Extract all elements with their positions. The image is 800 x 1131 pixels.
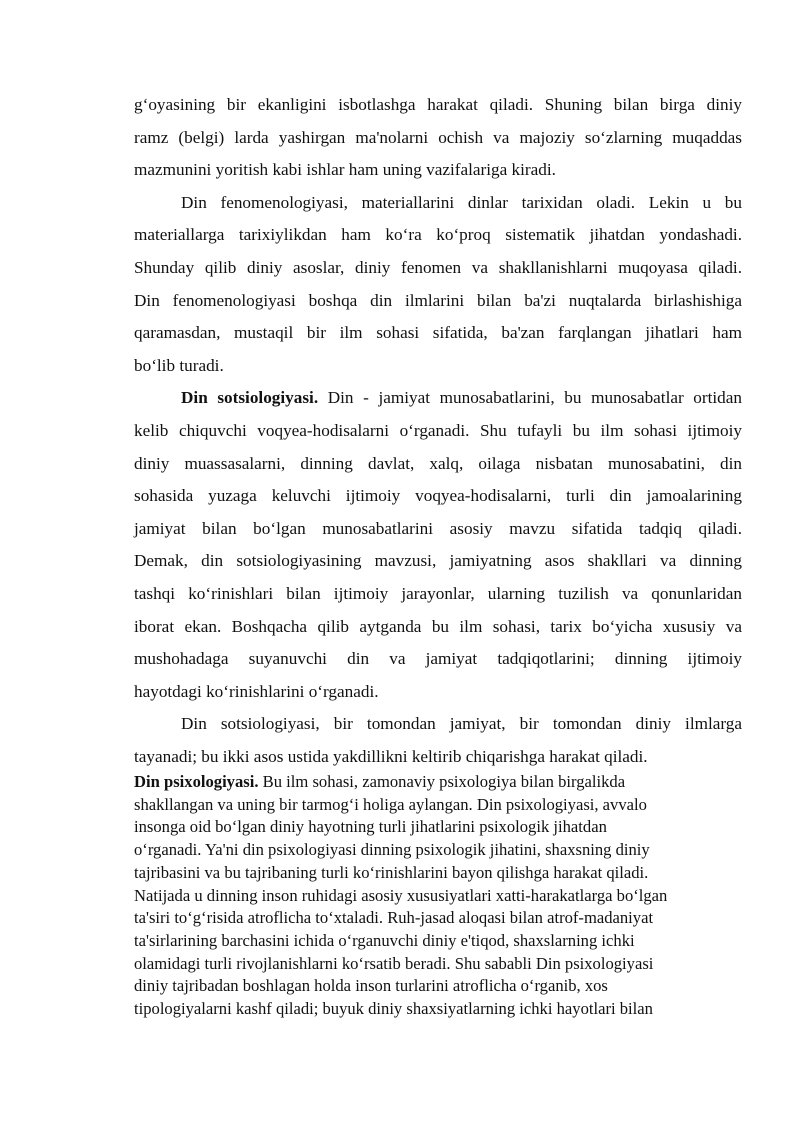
text-line: g‘oyasining bir ekanligini isbotlashga harakat qiladi. Shuning bilan birga diniy: [134, 95, 742, 114]
text-line: mushohadaga suyanuvchi din va jamiyat tadqiqotlarini; dinning ijtimoiy: [134, 649, 742, 669]
text-line: insonga oid bo‘lgan diniy hayotning turli jihatlarini psixologik jihatdan: [134, 817, 607, 837]
text-line: Natijada u dinning inson ruhidagi asosiy xususiyatlari xatti-harakatlarga bo‘lgan: [134, 885, 668, 905]
text-line: tashqi ko‘rinishlari bilan ijtimoiy jarayonlar, ularning tuzilish va qonunlaridan: [134, 583, 742, 603]
text-line: sohasida yuzaga keluvchi ijtimoiy voqyea-hodisalarni, turli din jamoalarining: [134, 486, 742, 506]
text-line: Din fenomenologiyasi boshqa din ilmlarini bilan ba'zi nuqtalarda birlashishiga: [134, 290, 742, 310]
fenomenology-paragraph: [134, 187, 742, 383]
intro-paragraph: [134, 89, 742, 187]
text-line: ta'siri to‘g‘risida atroflicha to‘xtaladi. Ruh-jasad aloqasi bilan atrof-madaniyat: [134, 908, 654, 928]
text-line: materiallarga tarixiylikdan ham ko‘ra ko‘proq sistematik jihatdan yondashadi.: [134, 225, 742, 245]
sociology-heading: Din sotsiologiyasi.: [181, 388, 319, 408]
psychology-heading: Din psixologiyasi.: [134, 772, 259, 791]
text-line: kelib chiquvchi voqyea-hodisalarni o‘rganadi. Shu tufayli bu ilm sohasi ijtimoiy: [134, 420, 742, 440]
text-line: jamiyat bilan bo‘lgan munosabatlarini asosiy mavzu sifatida tadqiq qiladi.: [134, 518, 742, 538]
text-line: olamidagi turli rivojlanishlarni ko‘rsatib beradi. Shu sababli Din psixologiyasi: [134, 953, 654, 973]
text-line: mazmunini yoritish kabi ishlar ham uning vazifalariga kiradi.: [134, 160, 556, 180]
text-line: tayanadi; bu ikki asos ustida yakdillikni keltirib chiqarishga harakat qiladi.: [134, 746, 648, 766]
text-line: ta'sirlarining barchasini ichida o‘rganuvchi diniy e'tiqod, shaxslarning ichki: [134, 930, 635, 950]
text-line: qaramasdan, mustaqil bir ilm sohasi sifatida, ba'zan farqlangan jihatlari ham: [134, 323, 742, 343]
text-line: [134, 771, 742, 794]
text-line: iborat ekan. Boshqacha qilib aytganda bu ilm sohasi, tarix bo‘yicha xususiy va: [134, 616, 742, 636]
text-line: Shunday qilib diniy asoslar, diniy fenomen va shakllanishlarni muqoyasa qiladi.: [134, 257, 742, 277]
text-line: bo‘lib turadi.: [134, 355, 224, 375]
text-line: tipologiyalarni kashf qiladi; buyuk diniy shaxsiyatlarning ichki hayotlari bilan: [134, 999, 653, 1019]
text-line: diniy muassasalarni, dinning davlat, xalq, oilaga nisbatan munosabatini, din: [134, 453, 742, 473]
main-text-block: [134, 89, 742, 773]
text-line: Din sotsiologiyasi, bir tomondan jamiyat, bir tomondan diniy ilmlarga: [181, 714, 742, 734]
sociology-paragraph-2: [134, 708, 742, 773]
text-line: diniy tajribadan boshlagan holda inson turlarini atroflicha o‘rganib, xos: [134, 976, 608, 996]
text-line: [134, 382, 742, 415]
sociology-paragraph: [134, 382, 742, 708]
text-line: ramz (belgi) larda yashirgan ma'nolarni ochish va majoziy so‘zlarning muqaddas: [134, 127, 742, 147]
text-line: Demak, din sotsiologiyasining mavzusi, jamiyatning asos shakllari va dinning: [134, 551, 742, 571]
psychology-block: [134, 771, 742, 1021]
text-line: o‘rganadi. Ya'ni din psixologiyasi dinning psixologik jihatini, shaxsning diniy: [134, 840, 650, 860]
text-line: shakllangan va uning bir tarmog‘i holiga aylangan. Din psixologiyasi, avvalo: [134, 794, 647, 814]
text-line: Din fenomenologiyasi, materiallarini dinlar tarixidan oladi. Lekin u bu: [181, 192, 742, 212]
text-fragment: Bu ilm sohasi, zamonaviy psixologiya bilan birgalikda: [258, 772, 626, 791]
text-line: hayotdagi ko‘rinishlarini o‘rganadi.: [134, 681, 379, 701]
text-fragment: Din - jamiyat munosabatlarini, bu munosabatlar ortidan: [318, 388, 742, 408]
text-line: tajribasini va bu tajribaning turli ko‘rinishlarini bayon qilishga harakat qiladi.: [134, 862, 649, 882]
